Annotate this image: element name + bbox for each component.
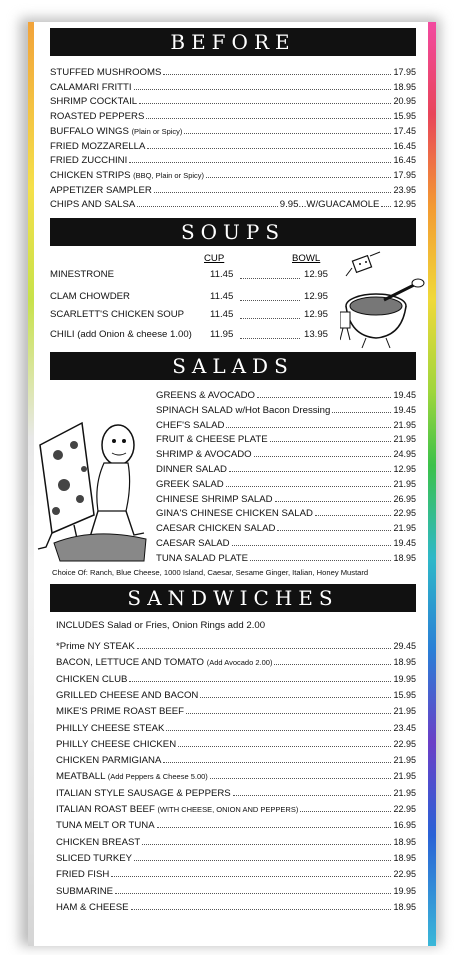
soup-bowl-price: 13.95 [304,329,329,340]
menu-item-title: PHILLY CHEESE CHICKEN [56,738,177,750]
leader-dots [134,851,391,861]
leader-dots [157,818,392,828]
leader-dots [139,94,391,104]
menu-item-price: 21.95 [393,706,416,717]
menu-item-title: FRIED FISH [56,869,110,881]
menu-item-name [50,141,145,152]
menu-item-name [56,690,198,701]
menu-item-price: 24.95 [393,449,416,460]
menu-item-price: 22.95 [393,508,416,519]
menu-item-price: 19.95 [393,673,416,684]
menu-item-price: 23.95 [393,184,416,195]
cheese-and-egg-illustration [34,415,156,563]
cup-header: CUP [204,253,225,264]
menu-item-price: 17.45 [393,125,416,136]
menu-item-title: APPETIZER SAMPLER [50,184,152,196]
menu-item-title: GRILLED CHEESE AND BACON [56,689,199,701]
menu-item-title: CHICKEN BREAST [56,836,141,848]
menu-item-name [50,111,144,122]
menu-item-title: PHILLY CHEESE STEAK [56,722,165,734]
section-title-soups: SOUPS [50,218,416,246]
menu-item-title: GREENS & AVOCADO [156,390,255,401]
menu-item-price: 16.45 [393,155,416,166]
menu-item-row [56,867,416,881]
soup-row [50,291,340,305]
menu-item-note: (Plain or Spicy) [131,126,183,136]
menu-item-price: 18.95 [393,81,416,92]
leader-dots [332,403,391,413]
menu-item-row [50,80,416,94]
soup-cup-price: 11.45 [210,309,234,320]
menu-item-name [156,390,255,401]
menu-item-name [56,641,135,652]
menu-item-row [156,506,416,520]
leader-dots [254,447,392,457]
menu-item-title: SUBMARINE [56,885,114,897]
soup-row [50,269,340,283]
menu-item-price: 17.95 [393,67,416,77]
leader-dots [163,753,391,763]
soup-cup-price: 11.45 [210,291,234,302]
menu-item-price: 21.95 [393,478,416,489]
menu-item-title: GINA'S CHINESE CHICKEN SALAD [156,508,313,520]
menu-item-name [156,434,268,445]
leader-dots [240,329,300,339]
soup-cup-price: 11.45 [210,269,234,280]
section-title-sandwiches: SANDWICHES [50,584,416,612]
menu-item-note: (Add Peppers & Cheese 5.00) [107,772,208,782]
menu-item-price: 20.95 [393,96,416,107]
menu-item-row [56,672,416,686]
menu-item-price: 15.95 [393,689,416,700]
leader-dots [163,65,391,75]
menu-item-name [56,869,109,880]
soup-name: CLAM CHOWDER [50,291,130,302]
leader-dots [250,551,391,561]
menu-item-row [50,109,416,123]
soup-row [50,309,340,323]
leader-dots [315,506,392,516]
menu-item-title: HAM & CHEESE [56,901,129,913]
menu-item-name [156,538,230,549]
menu-item-name [56,853,132,864]
menu-item-row [50,124,416,138]
menu-item-title: DINNER SALAD [156,464,227,475]
menu-item-price: 22.95 [393,804,416,814]
menu-item-title: CHINESE SHRIMP SALAD [156,493,273,505]
menu-item-title: TUNA SALAD PLATE [156,552,249,564]
menu-item-title: CHICKEN STRIPS [50,169,131,181]
soup-bowl-price: 12.95 [304,309,329,320]
leader-dots [226,477,392,487]
menu-item-price: 21.95 [393,523,416,534]
leader-dots [257,388,391,398]
menu-item-title: TUNA MELT OR TUNA [56,820,155,832]
menu-item-price: 21.95 [393,787,416,798]
menu-item-title: SLICED TURKEY [56,852,133,864]
menu-item-price: 19.45 [393,404,416,415]
menu-item-name [50,67,161,78]
leader-dots [154,183,392,193]
menu-item-name [50,155,127,166]
leader-dots [229,462,392,472]
menu-item-row [50,153,416,167]
menu-item-name [56,902,129,913]
leader-dots [240,269,300,279]
menu-item-title: MEATBALL [56,771,106,783]
menu-item-price: 21.95 [393,419,416,430]
soup-cup-price: 11.95 [210,329,234,340]
menu-item-name [56,755,161,766]
menu-item-row [56,737,416,751]
sandwich-includes-note: INCLUDES Salad or Fries, Onion Rings add 2.00 [56,620,266,631]
bowl-header: BOWL [292,253,321,264]
menu-item-title: *Prime NY STEAK [56,641,135,652]
leader-dots [381,197,391,207]
menu-item-price: 16.45 [393,140,416,151]
leader-dots [184,124,391,134]
soup-name: SCARLETT'S CHICKEN SOUP [50,309,185,320]
menu-item-name [56,820,155,831]
menu-item-row [56,753,416,767]
menu-item-name [56,674,127,685]
menu-item-price: 17.95 [393,169,416,180]
menu-item-name [156,523,275,534]
menu-item-note: (BBQ, Plain or Spicy) [133,170,205,180]
menu-item-note: (Add Avocado 2.00) [206,658,273,668]
leader-dots [137,197,277,207]
menu-item-price: 15.95 [393,111,416,122]
menu-item-name [56,804,298,815]
leader-dots [226,418,391,428]
menu-item-row [56,639,416,653]
menu-item-title: FRIED ZUCCHINI [50,155,128,167]
leader-dots [111,867,391,877]
menu-item-name [156,449,252,460]
menu-item-name [56,739,176,750]
menu-item-price: 22.95 [393,738,416,749]
leader-dots [275,492,392,502]
leader-dots [210,769,392,779]
menu-item-title: GREEK SALAD [156,478,224,490]
dressing-choices: Choice Of: Ranch, Blue Cheese, 1000 Island, Caesar, Sesame Ginger, Italian, Honey Mustard [52,568,369,577]
section-title-salads: SALADS [50,352,416,380]
menu-item-price: 12.95 [393,199,416,210]
soup-name: MINESTRONE [50,269,114,280]
menu-item-name [156,479,224,490]
menu-item-title: ROASTED PEPPERS [50,111,145,123]
menu-item-price: 21.95 [393,771,416,782]
menu-item-title: FRIED MOZZARELLA [50,140,146,152]
leader-dots [137,639,392,649]
menu-item-row [56,704,416,718]
menu-item-name [50,185,152,196]
leader-dots [274,655,391,665]
leader-dots [134,80,392,90]
menu-item-row [156,551,416,565]
soup-name: CHILI (add Onion & cheese 1.00) [50,329,192,340]
leader-dots [131,900,392,910]
menu-item-row [56,769,416,783]
menu-item-price: 21.95 [393,755,416,766]
menu-item-row [156,462,416,476]
menu-item-name [56,788,231,799]
menu-item-name [50,199,135,210]
leader-dots [166,721,391,731]
menu-item-row [56,835,416,849]
menu-item-title: CAESAR SALAD [156,538,230,549]
leader-dots [115,884,391,894]
menu-item-row [156,418,416,432]
menu-item-row [50,139,416,153]
menu-item-row [156,388,416,402]
menu-item-row [56,884,416,898]
menu-item-title: CHEF'S SALAD [156,419,225,431]
leader-dots [233,786,392,796]
menu-item-name [156,420,224,431]
right-rainbow-strip [428,22,436,946]
menu-item-title: FRUIT & CHEESE PLATE [156,434,268,446]
menu-item-name [50,126,182,137]
menu-item-price: 18.95 [393,657,416,668]
leader-dots [146,109,391,119]
menu-item-title: BACON, LETTUCE AND TOMATO [56,657,205,669]
menu-item-name [56,837,140,848]
menu-item-row [156,536,416,550]
menu-item-row [56,900,416,914]
leader-dots [240,291,300,301]
menu-item-price: 18.95 [393,901,416,912]
menu-item-name [156,464,227,475]
menu-item-name [156,508,313,519]
menu-item-row [56,818,416,832]
leader-dots [200,688,391,698]
menu-item-name [50,82,132,93]
menu-item-price: 29.45 [393,641,416,651]
menu-item-alt-price: 9.95...W/GUACAMOLE [279,199,380,211]
menu-item-row [56,786,416,800]
leader-dots [178,737,391,747]
soup-bowl-price: 12.95 [304,269,329,280]
menu-item-title: SPINACH SALAD w/Hot Bacon Dressing [156,404,331,416]
menu-item-name [56,771,208,782]
menu-item-title: CHICKEN CLUB [56,673,128,685]
leader-dots [277,521,391,531]
menu-item-row [56,802,416,816]
leader-dots [270,432,392,442]
menu-item-row [56,721,416,735]
menu-item-row [156,477,416,491]
menu-item-name [56,657,272,668]
soup-bowl-illustration [340,250,428,350]
menu-item-name [56,723,164,734]
menu-item-name [50,96,137,107]
menu-item-name [156,553,248,564]
menu-item-name [50,170,204,181]
section-title-before: BEFORE [50,28,416,56]
menu-item-row [56,851,416,865]
leader-dots [142,835,391,845]
menu-item-row [156,521,416,535]
menu-item-price: 12.95 [393,464,416,474]
menu-item-title: BUFFALO WINGS [50,125,129,137]
menu-item-row [50,183,416,197]
menu-item-row [156,403,416,417]
menu-item-title: ITALIAN STYLE SAUSAGE & PEPPERS [56,787,231,799]
leader-dots [129,153,391,163]
menu-item-title: SHRIMP & AVOCADO [156,449,252,461]
menu-item-name [156,405,330,416]
menu-item-price: 18.95 [393,836,416,847]
menu-item-price: 23.45 [393,722,416,733]
menu-item-row [50,197,416,211]
menu-item-row [56,655,416,669]
menu-item-title: CAESAR CHICKEN SALAD [156,523,276,535]
menu-item-row [50,94,416,108]
leader-dots [206,168,391,178]
menu-item-price: 19.45 [393,538,416,548]
menu-item-price: 19.45 [393,390,416,400]
menu-item-price: 22.95 [393,869,416,880]
soup-row [50,329,340,343]
leader-dots [300,802,391,812]
menu-item-title: STUFFED MUSHROOMS [50,67,162,78]
menu-item-name [56,886,113,897]
menu-item-name [156,494,273,505]
leader-dots [147,139,391,149]
soup-bowl-price: 12.95 [304,291,329,302]
leader-dots [129,672,391,682]
menu-item-row [156,447,416,461]
leader-dots [232,536,392,546]
menu-item-row [50,65,416,79]
menu-item-price: 18.95 [393,552,416,563]
menu-item-title: ITALIAN ROAST BEEF [56,804,155,815]
menu-item-title: SHRIMP COCKTAIL [50,96,138,108]
menu-item-price: 18.95 [393,852,416,863]
menu-item-price: 16.95 [393,820,416,831]
leader-dots [240,309,300,319]
menu-item-row [50,168,416,182]
menu-item-row [156,492,416,506]
menu-item-price: 21.95 [393,434,416,445]
menu-item-title: CHICKEN PARMIGIANA [56,755,162,767]
leader-dots [186,704,391,714]
menu-item-price: 26.95 [393,493,416,504]
menu-item-title: MIKE'S PRIME ROAST BEEF [56,706,184,718]
menu-item-note: (WITH CHEESE, ONION AND PEPPERS) [157,805,299,814]
menu-item-row [56,688,416,702]
menu-item-row [156,432,416,446]
menu-item-title: CHIPS AND SALSA [50,199,136,211]
menu-item-name [56,706,184,717]
menu-item-price: 19.95 [393,885,416,896]
menu-item-title: CALAMARI FRITTI [50,81,132,93]
